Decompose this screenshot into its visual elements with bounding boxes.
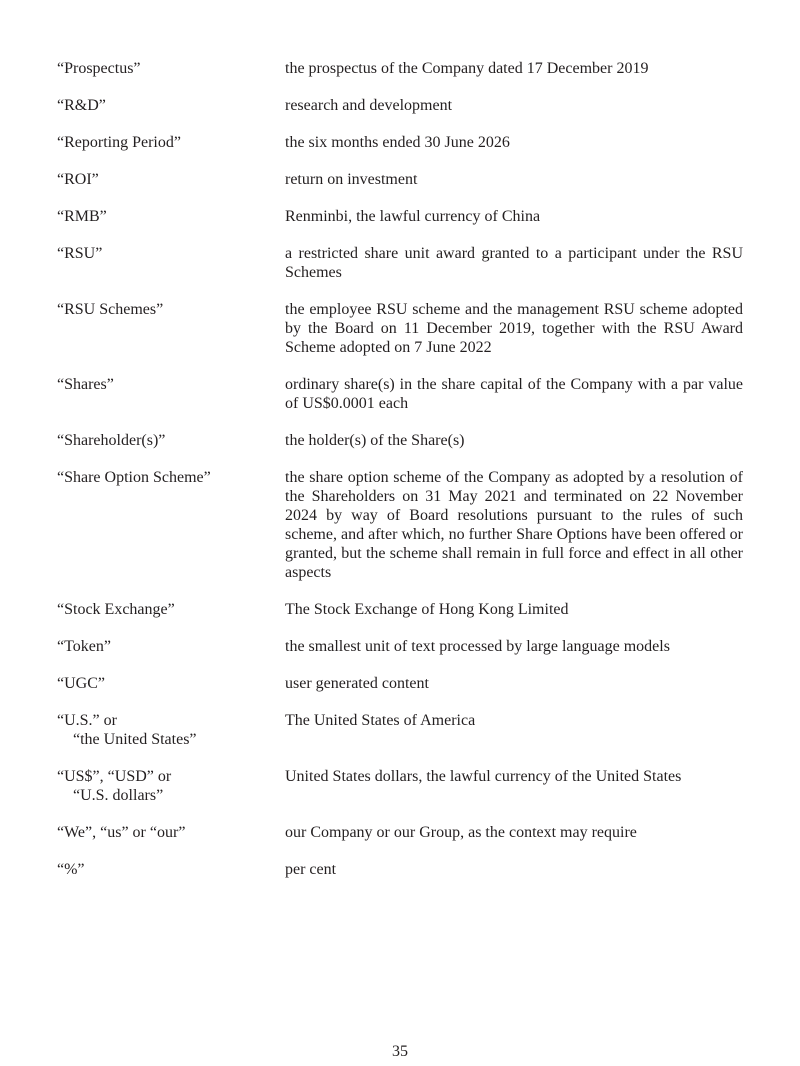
term	[57, 767, 285, 805]
term	[57, 711, 285, 749]
term	[57, 244, 285, 263]
term-line: “Stock Exchange”	[57, 601, 175, 618]
term	[57, 170, 285, 189]
definition-row	[57, 431, 743, 450]
term	[57, 674, 285, 693]
term-line: “RSU Schemes”	[57, 301, 164, 318]
definition: The Stock Exchange of Hong Kong Limited	[285, 601, 569, 618]
term-line: “ROI”	[57, 171, 99, 188]
definition: a restricted share unit award granted to a participant under the RSU Schemes	[285, 245, 743, 281]
term-line: “U.S.” or	[57, 712, 117, 729]
term	[57, 207, 285, 226]
term-line: “Shares”	[57, 376, 114, 393]
term-line: “Token”	[57, 638, 111, 655]
definition-row	[57, 207, 743, 226]
definition: research and development	[285, 97, 453, 114]
term	[57, 96, 285, 115]
term	[57, 300, 285, 319]
definition: Renminbi, the lawful currency of China	[285, 208, 541, 225]
term-line: “U.S. dollars”	[73, 787, 164, 804]
term	[57, 59, 285, 78]
term-line: “US$”, “USD” or	[57, 768, 172, 785]
definition-row	[57, 674, 743, 693]
definition: per cent	[285, 861, 337, 878]
term	[57, 133, 285, 152]
term-line: “the United States”	[73, 731, 197, 748]
definition: the holder(s) of the Share(s)	[285, 432, 465, 449]
definition: user generated content	[285, 675, 429, 692]
term	[57, 468, 285, 487]
definition-row	[57, 823, 743, 842]
definition-row	[57, 860, 743, 879]
term-line: “%”	[57, 861, 85, 878]
definition-row	[57, 600, 743, 619]
definition-row	[57, 96, 743, 115]
term-line: “Share Option Scheme”	[57, 469, 211, 486]
term-line: “UGC”	[57, 675, 105, 692]
term	[57, 431, 285, 450]
term-line: “Reporting Period”	[57, 134, 181, 151]
definition-row	[57, 170, 743, 189]
page-number: 35	[392, 1043, 408, 1060]
definition: our Company or our Group, as the context may require	[285, 824, 637, 841]
definition-row	[57, 767, 743, 805]
term-line: “R&D”	[57, 97, 106, 114]
definition-row	[57, 59, 743, 78]
definition: the share option scheme of the Company as adopted by a resolution of the Shareholders on 31 May 2021 and terminated on 22 November 2024 by way of Board resolutions pursuant to the rules of such scheme, and after which, no further Share Options have been offered or granted, but the scheme shall remain in full force and effect in all other aspects	[285, 469, 743, 581]
definition: the employee RSU scheme and the management RSU scheme adopted by the Board on 11 December 2019, together with the RSU Award Scheme adopted on 7 June 2022	[285, 301, 743, 356]
definition-row	[57, 133, 743, 152]
term-line: “RMB”	[57, 208, 107, 225]
definition: The United States of America	[285, 712, 476, 729]
definition-row	[57, 375, 743, 413]
term-line: “Prospectus”	[57, 60, 141, 77]
term	[57, 823, 285, 842]
term-line: “Shareholder(s)”	[57, 432, 166, 449]
term-line: “We”, “us” or “our”	[57, 824, 186, 841]
definitions-glossary	[57, 59, 743, 897]
definition-row	[57, 300, 743, 357]
term	[57, 860, 285, 879]
term	[57, 375, 285, 394]
definition: the six months ended 30 June 2026	[285, 134, 510, 151]
definition: ordinary share(s) in the share capital of the Company with a par value of US$0.0001 each	[285, 376, 743, 412]
term	[57, 637, 285, 656]
definition-row	[57, 711, 743, 749]
definition: the prospectus of the Company dated 17 December 2019	[285, 60, 649, 77]
definition-row	[57, 637, 743, 656]
definition: the smallest unit of text processed by large language models	[285, 638, 670, 655]
definition: United States dollars, the lawful currency of the United States	[285, 768, 682, 785]
term-line: “RSU”	[57, 245, 103, 262]
definition: return on investment	[285, 171, 418, 188]
term	[57, 600, 285, 619]
definition-row	[57, 468, 743, 582]
definition-row	[57, 244, 743, 282]
